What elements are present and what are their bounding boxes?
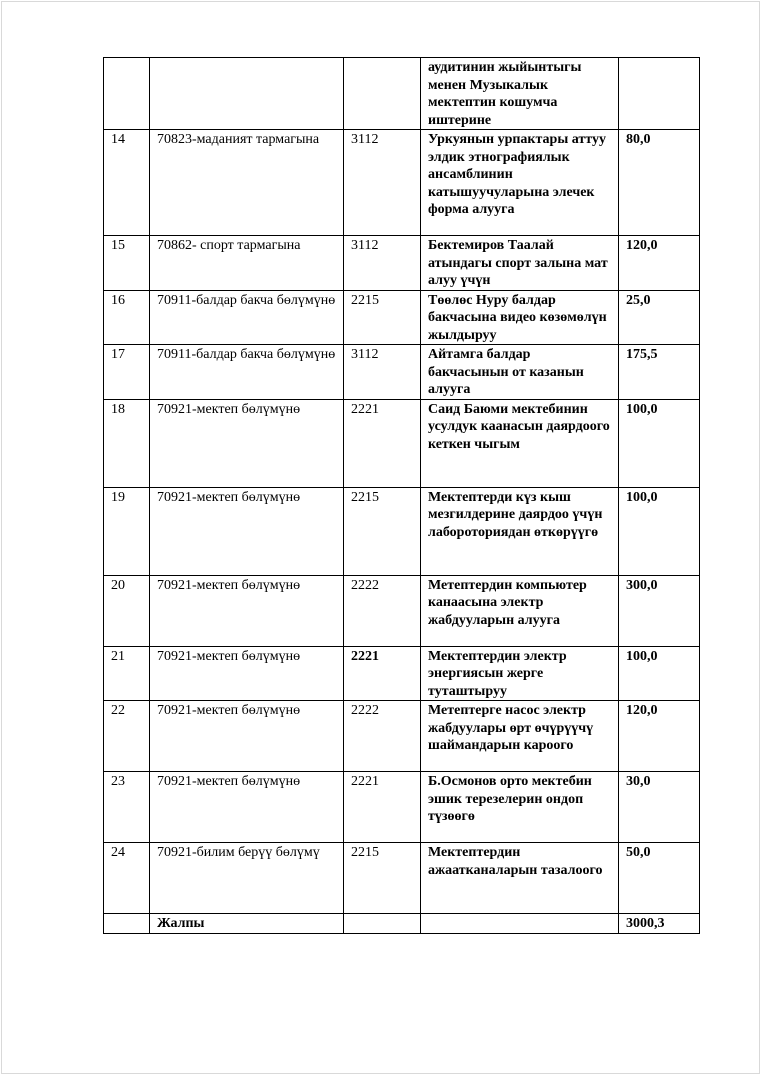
row-number: 15 — [104, 236, 150, 291]
department-cell: 70862- спорт тармагына — [150, 236, 344, 291]
amount-cell: 80,0 — [619, 130, 700, 236]
total-row — [104, 914, 700, 934]
table-row — [104, 772, 700, 843]
total-code-cell — [344, 914, 421, 934]
amount-cell — [619, 58, 700, 130]
description-cell: Уркуянын урпактары аттуу элдик этнографиялык ансамблинин катышуучуларына элечек форма алууга — [421, 130, 619, 236]
department-cell: 70921-мектеп бөлүмүнө — [150, 646, 344, 701]
code-cell: 2221 — [344, 399, 421, 487]
budget-table — [103, 57, 700, 934]
table-row — [104, 843, 700, 914]
row-number: 20 — [104, 575, 150, 646]
description-cell: Мектептердин электр энергиясын жерге туташтыруу — [421, 646, 619, 701]
amount-cell: 30,0 — [619, 772, 700, 843]
total-label: Жалпы — [150, 914, 344, 934]
table-row — [104, 701, 700, 772]
total-desc-cell — [421, 914, 619, 934]
description-cell: аудитинин жыйынтыгы менен Музыкалык мектептин кошумча иштерине — [421, 58, 619, 130]
amount-cell: 100,0 — [619, 646, 700, 701]
amount-cell: 50,0 — [619, 843, 700, 914]
code-cell: 2221 — [344, 646, 421, 701]
table-row — [104, 290, 700, 345]
description-cell: Мектептердин ажаатканаларын тазалоого — [421, 843, 619, 914]
description-cell: Айтамга балдар бакчасынын от казанын алууга — [421, 345, 619, 400]
table-row — [104, 130, 700, 236]
code-cell: 2215 — [344, 843, 421, 914]
row-number: 23 — [104, 772, 150, 843]
table-row — [104, 236, 700, 291]
amount-cell: 120,0 — [619, 701, 700, 772]
department-cell: 70823-маданият тармагына — [150, 130, 344, 236]
total-amount: 3000,3 — [619, 914, 700, 934]
row-number: 17 — [104, 345, 150, 400]
description-cell: Мектептерди күз кыш мезгилдерине даярдоо үчүн лабороториядан өткөрүүгө — [421, 487, 619, 575]
amount-cell: 120,0 — [619, 236, 700, 291]
department-cell: 70921-мектеп бөлүмүнө — [150, 701, 344, 772]
row-number — [104, 58, 150, 130]
code-cell: 2222 — [344, 575, 421, 646]
code-cell: 2221 — [344, 772, 421, 843]
department-cell: 70911-балдар бакча бөлүмүнө — [150, 345, 344, 400]
table-row — [104, 646, 700, 701]
row-number: 18 — [104, 399, 150, 487]
amount-cell: 175,5 — [619, 345, 700, 400]
department-cell: 70921-мектеп бөлүмүнө — [150, 399, 344, 487]
row-number: 19 — [104, 487, 150, 575]
row-number: 22 — [104, 701, 150, 772]
code-cell: 2215 — [344, 290, 421, 345]
description-cell: Саид Баюми мектебинин усулдук каанасын даярдоого кеткен чыгым — [421, 399, 619, 487]
table-row — [104, 58, 700, 130]
row-number: 16 — [104, 290, 150, 345]
code-cell: 3112 — [344, 130, 421, 236]
code-cell: 2215 — [344, 487, 421, 575]
amount-cell: 100,0 — [619, 487, 700, 575]
row-number: 21 — [104, 646, 150, 701]
department-cell: 70921-мектеп бөлүмүнө — [150, 772, 344, 843]
department-cell: 70921-мектеп бөлүмүнө — [150, 575, 344, 646]
department-cell: 70911-балдар бакча бөлүмүнө — [150, 290, 344, 345]
description-cell: Б.Осмонов орто мектебин эшик терезелерин ондоп түзөөгө — [421, 772, 619, 843]
amount-cell: 300,0 — [619, 575, 700, 646]
amount-cell: 25,0 — [619, 290, 700, 345]
table-row — [104, 487, 700, 575]
amount-cell: 100,0 — [619, 399, 700, 487]
total-num-cell — [104, 914, 150, 934]
department-cell: 70921-билим берүү бөлүмү — [150, 843, 344, 914]
row-number: 14 — [104, 130, 150, 236]
code-cell — [344, 58, 421, 130]
department-cell: 70921-мектеп бөлүмүнө — [150, 487, 344, 575]
description-cell: Метептердин компьютер канаасына электр жабдууларын алууга — [421, 575, 619, 646]
description-cell: Метептерге насос электр жабдуулары өрт өчүрүүчү шаймандарын кароого — [421, 701, 619, 772]
table-row — [104, 575, 700, 646]
table-row — [104, 345, 700, 400]
description-cell: Төөлөс Нуру балдар бакчасына видео көзөмөлүн жылдыруу — [421, 290, 619, 345]
table-row — [104, 399, 700, 487]
code-cell: 3112 — [344, 345, 421, 400]
code-cell: 3112 — [344, 236, 421, 291]
department-cell — [150, 58, 344, 130]
code-cell: 2222 — [344, 701, 421, 772]
description-cell: Бектемиров Таалай атындагы спорт залына мат алуу үчүн — [421, 236, 619, 291]
row-number: 24 — [104, 843, 150, 914]
